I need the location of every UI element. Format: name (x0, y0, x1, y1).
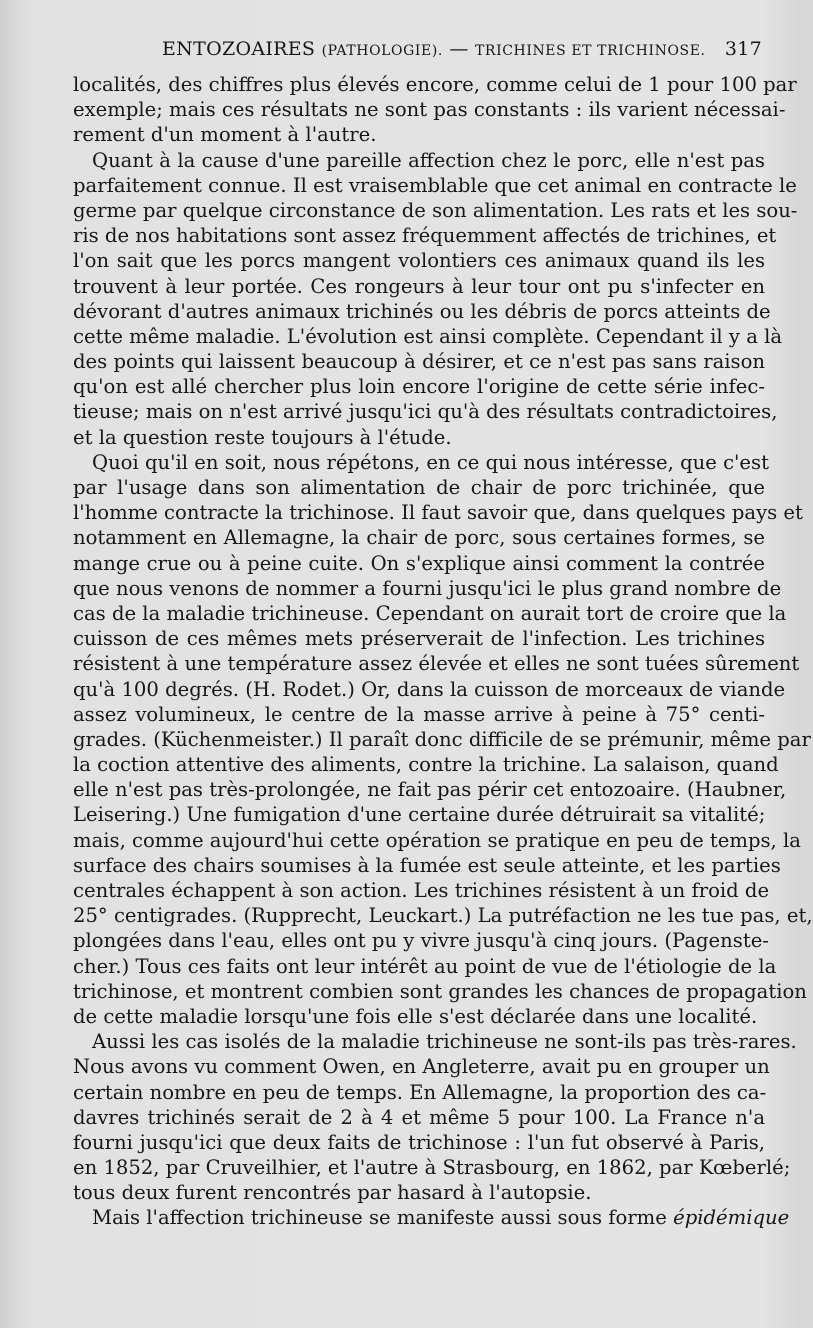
text-line: Leisering.) Une fumigation d'une certaine durée détruirait sa vitalité; (73, 803, 766, 827)
text-line: Quoi qu'il en soit, nous répétons, en ce qui nous intéresse, que c'est (92, 450, 769, 474)
text-line: grades. (Küchenmeister.) Il paraît donc difficile de se prémunir, même par (73, 727, 811, 751)
title-dash: — (449, 38, 469, 60)
title-paren: (PATHOLOGIE). (321, 43, 443, 59)
running-title (162, 38, 706, 60)
text-line: Nous avons vu comment Owen, en Angleterre, avait pu en grouper un (73, 1055, 770, 1079)
text-line: cas de la maladie trichineuse. Cependant on aurait tort de croire que la (73, 601, 787, 625)
text-line: de cette maladie lorsqu'une fois elle s'est déclarée dans une localité. (73, 1004, 758, 1028)
text-line: notamment en Allemagne, la chair de porc, sous certaines formes, se (73, 526, 765, 550)
text-line: que nous venons de nommer a fourni jusqu'ici le plus grand nombre de (73, 576, 782, 600)
text-line: parfaitement connue. Il est vraisemblable que cet animal en contracte le (73, 173, 797, 197)
text-line: Aussi les cas isolés de la maladie trichineuse ne sont-ils pas très-rares. (92, 1030, 797, 1054)
text-line: 25° centigrades. (Rupprecht, Leuckart.) La putréfaction ne les tue pas, et, (73, 904, 813, 928)
text-line: et la question reste toujours à l'étude. (73, 425, 452, 449)
text-line: cette même maladie. L'évolution est ainsi complète. Cependant il y a là (73, 324, 783, 348)
text-line: dévorant d'autres animaux trichinés ou les débris de porcs atteints de (73, 299, 771, 323)
text-line: fourni jusqu'ici que deux faits de trichinose : l'un fut observé à Paris, (73, 1130, 765, 1154)
text-line: mais, comme aujourd'hui cette opération se pratique en peu de temps, la (73, 828, 801, 852)
text-line: cher.) Tous ces faits ont leur intérêt au point de vue de l'étiologie de la (73, 954, 777, 978)
text-line: tous deux furent rencontrés par hasard à l'autopsie. (73, 1181, 592, 1205)
page-number: 317 (724, 38, 762, 60)
text-line-final (73, 1205, 790, 1230)
text-line: l'on sait que les porcs mangent volontiers ces animaux quand ils les (73, 249, 765, 273)
text-line: trouvent à leur portée. Ces rongeurs à leur tour ont pu s'infecter en (73, 274, 765, 298)
final-line-italic: épidémique (673, 1206, 790, 1230)
title-topic: TRICHINES ET TRICHINOSE. (474, 43, 706, 59)
text-line: trichinose, et montrent combien sont grandes les chances de propagation (73, 979, 807, 1003)
text-line: résistent à une température assez élevée et elles ne sont tuées sûrement (73, 652, 800, 676)
text-line: centrales échappent à son action. Les trichines résistent à un froid de (73, 879, 770, 902)
text-line: germe par quelque circonstance de son alimentation. Les rats et les sou- (73, 198, 798, 222)
text-line: des points qui laissent beaucoup à désirer, et ce n'est pas sans raison (73, 350, 765, 374)
text-line: cuisson de ces mêmes mets préserverait de l'infection. Les trichines (73, 627, 765, 651)
final-line-text: Mais l'affection trichineuse se manifeste aussi sous forme (92, 1206, 674, 1230)
text-line: localités, des chiffres plus élevés encore, comme celui de 1 pour 100 par (73, 73, 797, 96)
text-line: Quant à la cause d'une pareille affection chez le porc, elle n'est pas (92, 148, 765, 172)
text-line: certain nombre en peu de temps. En Allemagne, la proportion des ca- (73, 1080, 767, 1104)
text-line: tieuse; mais on n'est arrivé jusqu'ici qu'à des résultats contradictoires, (73, 400, 778, 424)
text-line: la coction attentive des aliments, contre la trichine. La salaison, quand (73, 753, 779, 777)
text-line: qu'on est allé chercher plus loin encore l'origine de cette série infec- (73, 375, 765, 399)
text-line: l'homme contracte la trichinose. Il faut savoir que, dans quelques pays et (73, 501, 803, 525)
text-line: mange crue ou à peine cuite. On s'explique ainsi comment la contrée (73, 551, 765, 575)
text-line: plongées dans l'eau, elles ont pu y vivre jusqu'à cinq jours. (Pagenste- (73, 929, 769, 953)
text-line: rement d'un moment à l'autre. (73, 123, 377, 147)
text-line: ris de nos habitations sont assez fréquemment affectés de trichines, et (73, 224, 777, 248)
title-main: ENTOZOAIRES (162, 38, 316, 60)
running-header (72, 38, 762, 70)
text-line: en 1852, par Cruveilhier, et l'autre à Strasbourg, en 1862, par Kœberlé; (73, 1156, 791, 1180)
text-line: elle n'est pas très-prolongée, ne fait pas périr cet entozoaire. (Haubner, (73, 778, 787, 802)
body-text (73, 72, 813, 1231)
text-line: exemple; mais ces résultats ne sont pas constants : ils varient nécessai- (73, 98, 786, 122)
text-line: par l'usage dans son alimentation de chair de porc trichinée, que (73, 476, 765, 499)
text-line: qu'à 100 degrés. (H. Rodet.) Or, dans la cuisson de morceaux de viande (73, 677, 786, 701)
text-line: davres trichinés serait de 2 à 4 et même 5 pour 100. La France n'a (73, 1105, 765, 1129)
text-line: assez volumineux, le centre de la masse arrive à peine à 75° centi- (73, 702, 765, 726)
text-line: surface des chairs soumises à la fumée est seule atteinte, et les parties (73, 853, 781, 877)
